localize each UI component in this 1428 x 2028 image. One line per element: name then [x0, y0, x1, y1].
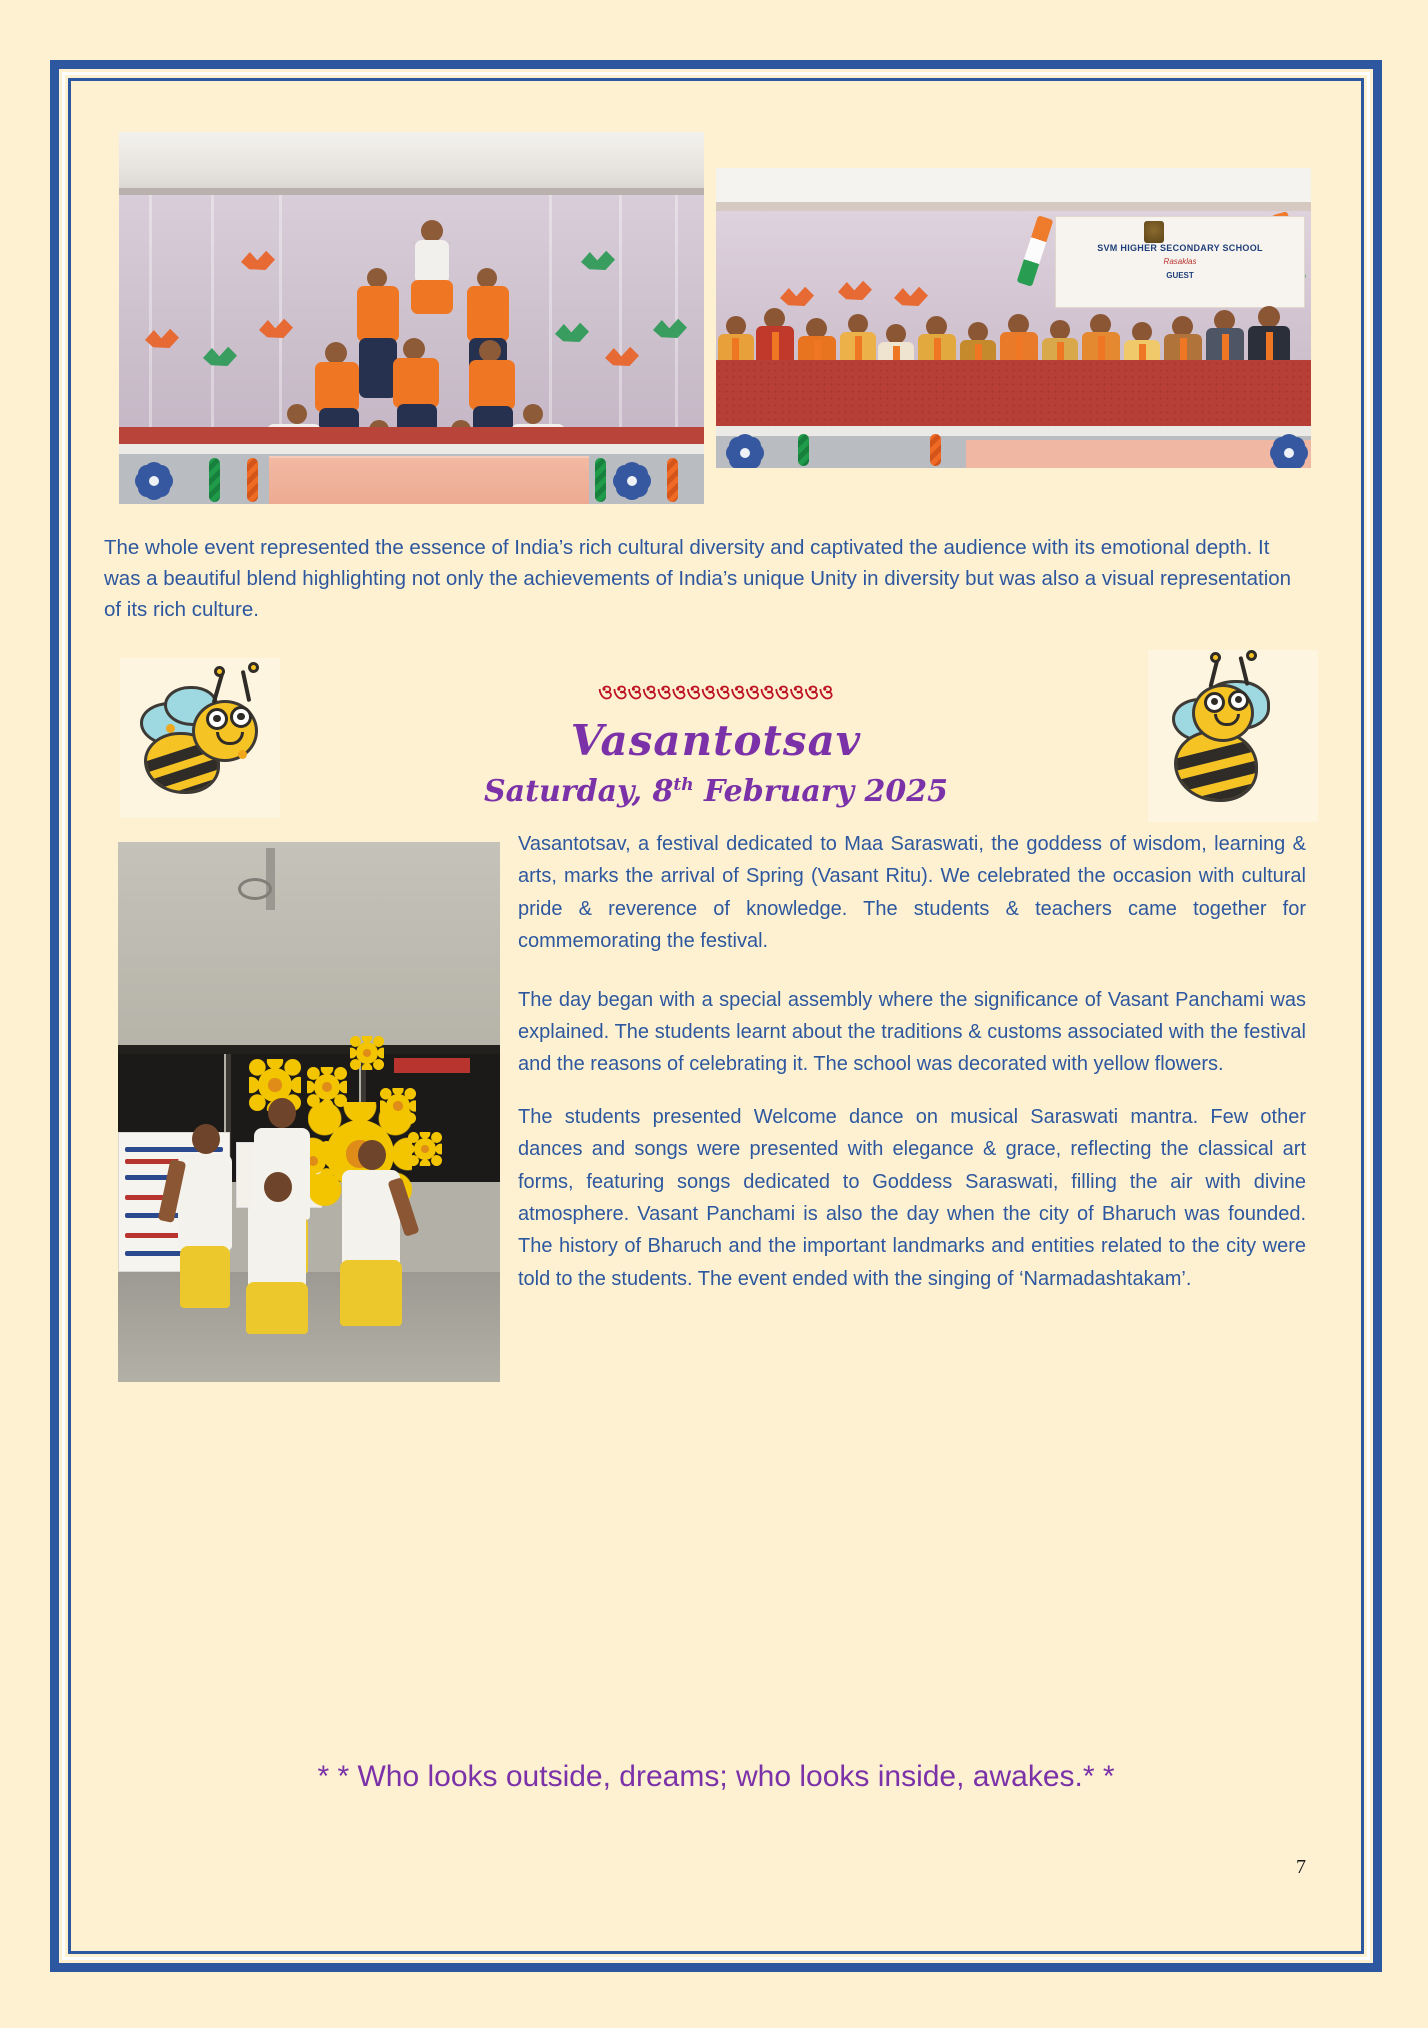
intro-paragraph: The whole event represented the essence of India’s rich cultural diversity and captivated the audience with its emotional depth. It was a beautiful blend highlighting not only the achievements of India’s unique Unity in diversity but was also a visual representation of its rich culture.	[104, 536, 1292, 622]
event-date-ordinal: th	[673, 775, 694, 795]
body-paragraph-3: The students presented Welcome dance on musical Saraswati mantra. Few other dances and songs were presented with elegance & grace, reflecting the classical art forms, featuring songs dedicated to Goddess Saraswati, filling the air with divine atmosphere. Vasant Panchami is also the day when the city of Bharuch was founded. The history of Bharuch and the important landmarks and entities related to the city were told to the students. The event ended with the singing of ‘Narmadashtakam’.	[518, 1105, 1306, 1290]
event-date-suffix: February 2025	[693, 774, 948, 809]
body-paragraph-1: Vasantotsav, a festival dedicated to Maa Saraswati, the goddess of wisdom, learning & arts, marks the arrival of Spring (Vasant Ritu). We celebrated the occasion with cultural pride & reverence of knowledge. The students & teachers came together for commemorating the festival.	[518, 833, 1306, 953]
event-title: Vasantotsav	[570, 716, 862, 765]
photo-dance-performance	[118, 842, 500, 1382]
bee-icon	[1148, 650, 1318, 822]
event-date-prefix: Saturday, 8	[484, 774, 674, 809]
top-photo-row	[119, 132, 1311, 504]
photo-human-pyramid	[119, 132, 704, 504]
closing-quote: * * Who looks outside, dreams; who looks inside, awakes.* *	[317, 1760, 1115, 1793]
stage-banner	[1055, 216, 1305, 308]
page-number: 7	[1296, 1856, 1306, 1878]
bee-mascot-left	[120, 658, 280, 818]
photo-group-teachers	[716, 168, 1311, 468]
body-paragraph-2: The day began with a special assembly where the significance of Vasant Panchami was explained. The students learnt about the traditions & customs associated with the festival and the reasons of celebrating it. The school was decorated with yellow flowers.	[518, 988, 1306, 1076]
banner-guest: GUEST	[1166, 271, 1194, 280]
ornament-divider: ওওওওওওওওওওওওওওওও	[598, 680, 834, 704]
page-content	[74, 84, 1358, 1948]
bee-mascot-right	[1148, 650, 1318, 822]
banner-sub: Rasaklas	[1163, 257, 1197, 266]
bee-icon	[120, 658, 280, 818]
banner-title: SVM HIGHER SECONDARY SCHOOL	[1097, 243, 1263, 253]
body-section	[94, 828, 1306, 1388]
